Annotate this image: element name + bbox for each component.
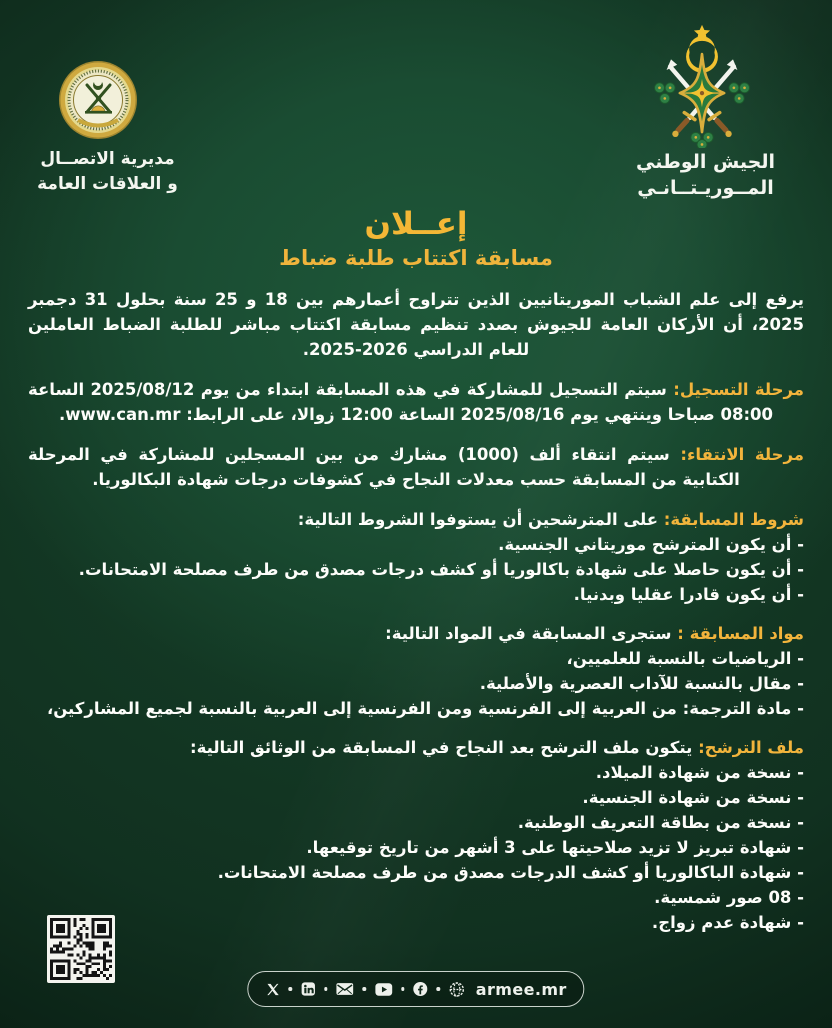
conditions-lead: على المترشحين أن يستوفوا الشروط التالية:: [297, 510, 659, 529]
qr-code-pattern: [50, 918, 112, 980]
subjects-header-line: [28, 621, 804, 646]
email-icon[interactable]: [335, 981, 354, 997]
registration-text: سيتم التسجيل للمشاركة في هذه المسابقة ابتداء من يوم 2025/08/12 الساعة 08:00 صباحا وينتهي يوم 2025/08/16 الساعة 12:00 زوالا، على الرابط: www.can.mr.: [28, 380, 774, 424]
separator-dot: [436, 987, 440, 991]
registration-heading: مرحلة التسجيل:: [673, 380, 805, 399]
file-item: - شهادة تبريز لا تزيد صلاحيتها على 3 أشهر من تاريخ توقيعها.: [306, 838, 804, 857]
facebook-icon[interactable]: [412, 981, 428, 997]
separator-dot: [401, 987, 405, 991]
file-item: - شهادة عدم زواج.: [651, 913, 804, 932]
registration-paragraph: [28, 377, 804, 427]
separator-dot: [362, 987, 366, 991]
file-item: - نسخة من شهادة الميلاد.: [595, 763, 804, 782]
army-name: [608, 149, 803, 201]
announcement-body: [28, 287, 804, 949]
selection-paragraph: [28, 442, 804, 492]
file-item: - شهادة الباكالوريا أو كشف الدرجات مصدق من طرف مصلحة الامتحانات.: [217, 863, 804, 882]
file-item: - نسخة من بطاقة التعريف الوطنية.: [517, 813, 804, 832]
intro-paragraph: يرفع إلى علم الشباب الموريتانيين الذين تتراوح أعمارهم بين 18 و 25 سنة بحلول 31 دجمبر 2025، أن الأركان العامة للجيوش بصدد تنظيم مسابقة اكتتاب مباشر للطلبة الضباط العاملين للعام الدراسي 2026-2025.: [28, 290, 805, 359]
linkedin-icon[interactable]: [300, 981, 316, 997]
directorate-name-line1: مديرية الاتصــال: [40, 149, 175, 169]
qr-code: [47, 915, 115, 983]
selection-text: سيتم انتقاء ألف (1000) مشارك من بين المسجلين للمشاركة في المرحلة الكتابية من المسابقة حسب معدلات النجاح في كشوفات درجات شهادة البكالوريا.: [28, 445, 740, 489]
conditions-header-line: [28, 507, 804, 532]
globe-icon[interactable]: [448, 981, 465, 998]
conditions-heading: شروط المسابقة:: [663, 510, 804, 529]
condition-item: - أن يكون حاصلا على شهادة باكالوريا أو كشف درجات مصدق من طرف مصلحة الامتحانات.: [78, 560, 804, 579]
file-item: - 08 صور شمسية.: [654, 888, 804, 907]
army-name-line2: المــوريـتــانـي: [637, 177, 774, 199]
page-title: إعــلان: [364, 206, 468, 242]
subject-item: - مادة الترجمة: من العربية إلى الفرنسية ومن الفرنسية إلى العربية بالنسبة لجميع المشاركين،: [46, 699, 804, 718]
page-subtitle: مسابقة اكتتاب طلبة ضباط: [279, 246, 553, 270]
directorate-seal-icon: [58, 60, 138, 140]
subject-item: - مقال بالنسبة للآداب العصرية والأصلية.: [479, 674, 804, 693]
communication-directorate-logo-icon: [58, 60, 138, 144]
file-heading: ملف الترشح:: [698, 738, 804, 757]
conditions-section: [28, 507, 804, 607]
subjects-section: [28, 621, 804, 721]
directorate-name-line2: و العلاقات العامة: [37, 174, 178, 194]
army-name-line1: الجيش الوطني: [635, 151, 775, 173]
national-army-emblem-icon: [643, 24, 761, 152]
file-lead: يتكون ملف الترشح بعد النجاح في المسابقة من الوثائق التالية:: [189, 738, 693, 757]
separator-dot: [288, 987, 292, 991]
application-file-section: [28, 735, 804, 935]
directorate-name: [15, 147, 200, 197]
subjects-lead: ستجرى المسابقة في المواد التالية:: [385, 624, 672, 643]
social-bar: [247, 971, 584, 1007]
condition-item: - أن يكون قادرا عقليا وبدنيا.: [573, 585, 804, 604]
file-item: - نسخة من شهادة الجنسية.: [582, 788, 804, 807]
army-emblem-icon: [643, 24, 761, 148]
selection-heading: مرحلة الانتقاء:: [680, 445, 805, 464]
x-icon[interactable]: [265, 982, 280, 997]
subjects-heading: مواد المسابقة :: [677, 624, 804, 643]
website-link[interactable]: armee.mr: [475, 979, 567, 999]
condition-item: - أن يكون المترشح موريتاني الجنسية.: [498, 535, 804, 554]
file-header-line: [28, 735, 804, 760]
youtube-icon[interactable]: [374, 982, 393, 997]
separator-dot: [324, 987, 328, 991]
subject-item: - الرياضيات بالنسبة للعلميين،: [566, 649, 804, 668]
